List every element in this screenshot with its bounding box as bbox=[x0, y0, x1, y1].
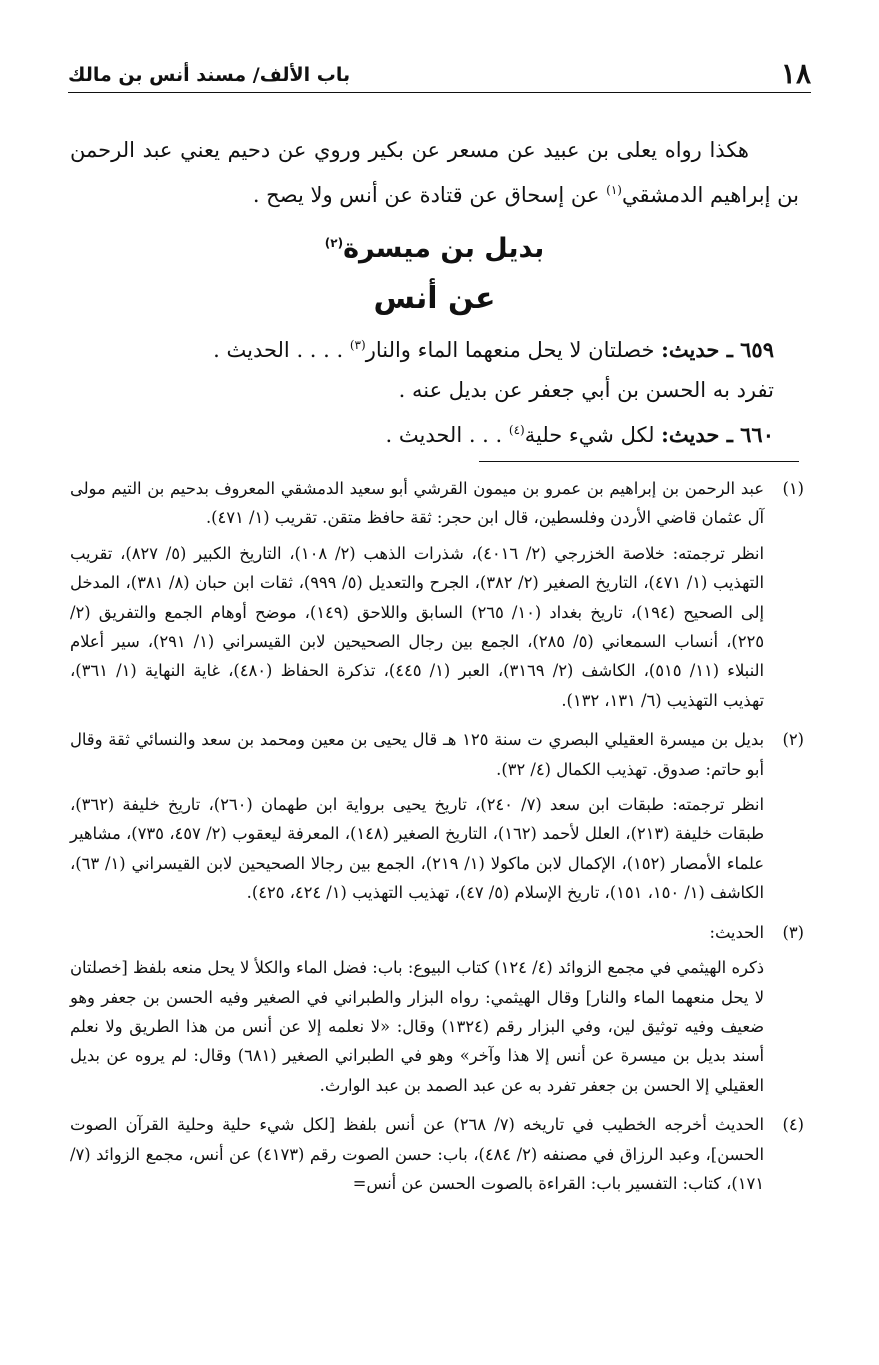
intro-end: عن إسحاق عن قتادة عن أنس ولا يصح . bbox=[252, 183, 607, 207]
intro-text: هكذا رواه يعلى بن عبيد عن مسعر عن بكير وروي عن دحيم يعني عبد الرحمن بن إبراهيم الدمشقي bbox=[70, 138, 799, 207]
narrator-name: بديل بن ميسرة bbox=[343, 233, 545, 264]
hadith-660 bbox=[70, 410, 799, 455]
footnote-number: (١) bbox=[782, 479, 804, 498]
footnote-divider bbox=[479, 461, 799, 462]
footnote-ref-3: (٣) bbox=[349, 338, 366, 352]
hadith-659-end: . . . . الحديث . bbox=[213, 338, 350, 362]
intro-paragraph bbox=[70, 130, 799, 215]
footnote-ref-1: (١) bbox=[606, 183, 622, 197]
hadith-659-number: ٦٥٩ ـ حديث: bbox=[661, 337, 774, 362]
footnote-number: (٢) bbox=[782, 730, 804, 750]
footnotes bbox=[70, 474, 804, 1208]
narrator-subheading: عن أنس bbox=[373, 281, 496, 316]
footnote-number: (٤) bbox=[782, 1115, 804, 1135]
hadith-660-end: . . . الحديث . bbox=[385, 423, 509, 447]
footnote-body bbox=[70, 474, 764, 721]
footnote-ref-4: (٤) bbox=[508, 423, 525, 437]
footnote-body bbox=[70, 1110, 764, 1204]
hadith-660-number: ٦٦٠ ـ حديث: bbox=[661, 422, 774, 447]
footnote-paragraph: بديل بن ميسرة العقيلي البصري ت سنة ١٢٥ هـ قال يحيى بن معين ومحمد بن سعد والنسائي ثقة وقال أبو حاتم: صدوق. تهذيب الكمال (٤/ ٣٢). bbox=[70, 730, 764, 779]
footnote-ref-2: (٢) bbox=[324, 236, 344, 250]
narrator-heading bbox=[70, 219, 799, 273]
footnote-body bbox=[70, 725, 764, 913]
footnote-2 bbox=[70, 725, 804, 913]
footnote-1 bbox=[70, 474, 804, 721]
hadith-659-text: خصلتان لا يحل منعهما الماء والنار bbox=[365, 338, 662, 362]
footnote-paragraph: انظر ترجمته: طبقات ابن سعد (٧/ ٢٤٠)، تاريخ يحيى برواية ابن طهمان (٢٦٠)، تاريخ خليفة (٣٦٢)، طبقات خليفة (٢١٣)، العلل لأحمد (١٦٢)، التاريخ الصغير (١٤٨)، المعرفة ليعقوب (٢/ ٤٥٧، ٧٣٥)، مشاهير علماء الأمصار (١٥٢)، الإكمال لابن ماكولا (١/ ٢١٩)، الجمع بين رجالا الصحيحين لابن القيسراني (١/ ٦٣)، الكاشف (١/ ١٥٠، ١٥١)، تاريخ الإسلام (٥/ ٤٧)، تهذيب التهذيب (١/ ٤٢٤، ٤٢٥). bbox=[70, 795, 764, 903]
footnote-paragraph: انظر ترجمته: خلاصة الخزرجي (٢/ ٤٠١٦)، شذرات الذهب (٢/ ١٠٨)، التاريخ الكبير (٥/ ٨٢٧)، تقريب التهذيب (١/ ٤٧١)، التاريخ الصغير (٢/ ٣٨٢)، الجرح والتعديل (٥/ ٩٩٩)، ثقات ابن حبان (٨/ ٣٨١)، المدخل إلى الصحيح (١٩٤)، تاريخ بغداد (١٠/ ٢٦٥) السابق واللاحق (١٤٩)، موضح أوهام الجمع والتفريق (٢/ ٢٢٥)، أنساب السمعاني (٥/ ٢٨٥)، الجمع بين رجال الصحيحين لابن القيسراني (١/ ٢٩١)، سير أعلام النبلاء (١١/ ٥١٥)، الكاشف (٢/ ٣١٦٩)، العبر (١/ ٤٤٥)، تذكرة الحفاظ (٤٨٠)، غاية النهاية (١/ ٣٦١)، تهذيب التهذيب (٦/ ١٣١، ١٣٢). bbox=[70, 543, 764, 710]
page-header bbox=[68, 58, 811, 93]
hadith-660-text: لكل شيء حلية bbox=[524, 423, 662, 447]
footnote-paragraph: الحديث أخرجه الخطيب في تاريخه (٧/ ٢٦٨) عن أنس بلفظ [لكل شيء حلية وحلية القرآن الصوت الحسن]، وعبد الرزاق في مصنفه (٢/ ٤٨٤)، باب: حسن الصوت رقم (٤١٧٣) عن أنس، مجمع الزوائد (٧/ ١٧١)، كتاب: التفسير باب: القراءة بالصوت الحسن عن أنس= bbox=[70, 1115, 764, 1193]
footnote-3 bbox=[70, 918, 804, 1106]
footnote-paragraph: الحديث: bbox=[709, 922, 764, 942]
footnote-paragraph: ذكره الهيثمي في مجمع الزوائد (٤/ ١٢٤) كتاب البيوع: باب: فضل الماء والكلأ لا يحل منعه بلفظ [خصلتان لا يحل منعهما الماء والنار] وقال الهيثمي: رواه البزار والطبراني في الصغير وفيه الحسن بن جعفر وهو ضعيف وفيه توثيق لين، وفي البزار رقم (١٣٢٤) وقال: «لا نعلمه إلا عن أنس من هذا الطريق ولا نعلم أسند بديل بن ميسرة عن أنس إلا هذا وآخر» وهو في الطبراني الصغير (٦٨١) وقال: لم يروه عن بديل العقيلي إلا الحسن بن جعفر تفرد به عن عبد الصمد بن عبد الوارث. bbox=[70, 958, 765, 1095]
tafarrud-note: تفرد به الحسن بن أبي جعفر عن بديل عنه . bbox=[398, 378, 774, 402]
running-title: باب الألف/ مسند أنس بن مالك bbox=[68, 64, 351, 86]
footnote-number: (٣) bbox=[782, 922, 804, 942]
footnote-paragraph: عبد الرحمن بن إبراهيم بن عمرو بن ميمون القرشي أبو سعيد الدمشقي المعروف بدحيم بن التيم مولى آل عثمان قاضي الأردن وفلسطين، قال ابن حجر: ثقة حافظ متقن. تقريب (١/ ٤٧١). bbox=[70, 479, 764, 528]
footnote-body bbox=[70, 918, 764, 1106]
hadith-659 bbox=[70, 325, 799, 370]
footnote-4 bbox=[70, 1110, 804, 1204]
main-text bbox=[70, 130, 799, 455]
page-number: ١٨ bbox=[780, 57, 811, 90]
